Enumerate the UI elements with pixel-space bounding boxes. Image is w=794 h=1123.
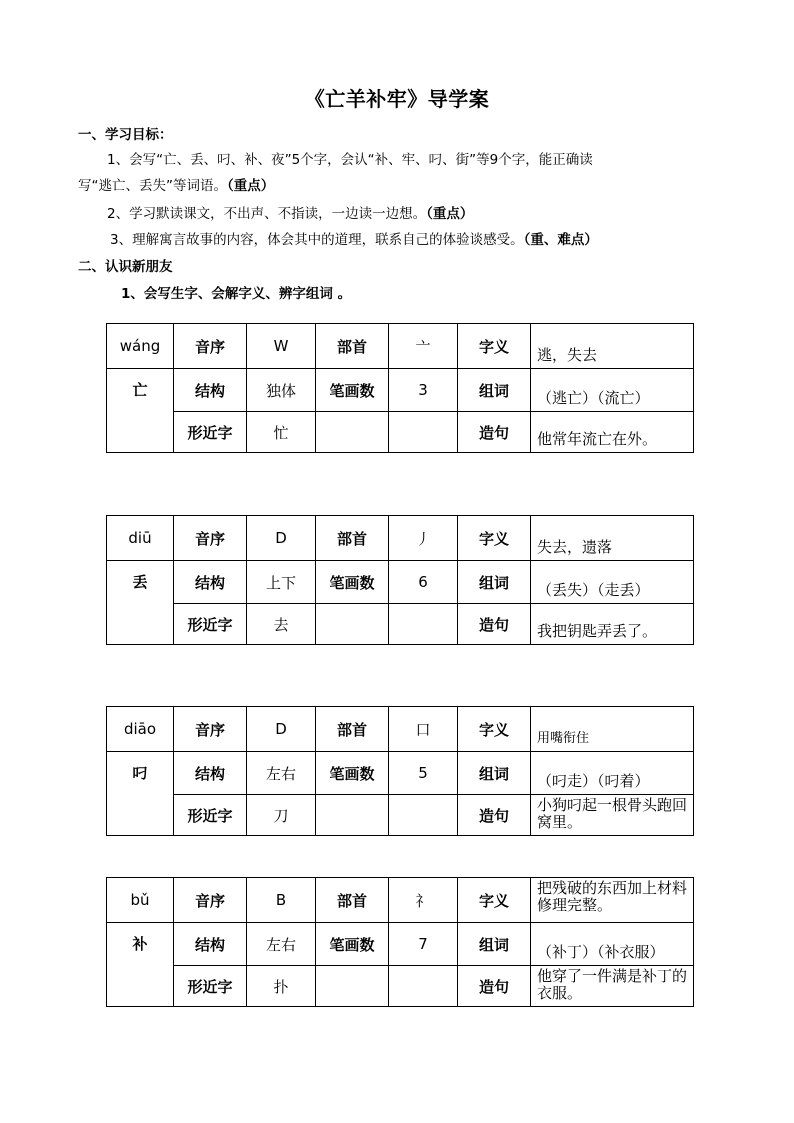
- goal-3-mark: （重、难点）: [523, 232, 598, 248]
- zaoju-value: 我把钥匙弄丢了。: [531, 604, 694, 645]
- label-bushou: 部首: [316, 878, 389, 923]
- bihuashu-value: 5: [389, 752, 458, 795]
- zuci-value: （丢失）（走丢）: [531, 561, 694, 604]
- label-yinxu: 音序: [174, 516, 247, 561]
- label-zuci: 组词: [458, 369, 531, 412]
- label-bushou: 部首: [316, 516, 389, 561]
- bushou-value: 礻: [389, 878, 458, 923]
- label-ziyi: 字义: [458, 878, 531, 923]
- zaoju-value: 他穿了一件满是补丁的衣服。: [531, 966, 694, 1007]
- char-card-bu: [106, 877, 693, 1007]
- yinxu-value: D: [247, 707, 316, 752]
- bushou-value: 口: [389, 707, 458, 752]
- bihuashu-value: 7: [389, 923, 458, 966]
- char-table: [106, 877, 694, 1007]
- label-ziyi: 字义: [458, 707, 531, 752]
- goal-2-mark: （重点）: [426, 206, 474, 222]
- zaoju-value: 他常年流亡在外。: [531, 412, 694, 453]
- character-cell: 叼: [107, 752, 174, 836]
- label-yinxu: 音序: [174, 878, 247, 923]
- label-bihuashu: 笔画数: [316, 923, 389, 966]
- character-cell: 丢: [107, 561, 174, 645]
- label-bushou: 部首: [316, 324, 389, 369]
- char-table: [106, 515, 694, 645]
- ziyi-value: 把残破的东西加上材料修理完整。: [531, 878, 694, 923]
- page-title: 《亡羊补牢》导学案: [304, 87, 490, 111]
- bushou-value: 丿: [389, 516, 458, 561]
- label-zuci: 组词: [458, 752, 531, 795]
- label-xingjinzi: 形近字: [174, 795, 247, 836]
- pinyin-cell: bǔ: [107, 878, 174, 923]
- yinxu-value: B: [247, 878, 316, 923]
- goal-3-text: 3、理解寓言故事的内容，体会其中的道理，联系自己的体验谈感受。: [110, 232, 524, 248]
- xingjinzi-value: 忙: [247, 412, 316, 453]
- empty-cell: [316, 412, 389, 453]
- goal-1-text: 1、会写“亡、丢、叼、补、夜”5个字，会认“补、牢、叼、街”等9个字，能正确读: [107, 152, 593, 168]
- label-xingjinzi: 形近字: [174, 412, 247, 453]
- label-jiegou: 结构: [174, 752, 247, 795]
- section1-heading: 一、学习目标：: [78, 127, 173, 143]
- label-zaoju: 造句: [458, 795, 531, 836]
- zuci-value: （逃亡）（流亡）: [531, 369, 694, 412]
- label-zaoju: 造句: [458, 966, 531, 1007]
- char-card-diao: [106, 706, 693, 836]
- label-xingjinzi: 形近字: [174, 966, 247, 1007]
- xingjinzi-value: 扑: [247, 966, 316, 1007]
- zuci-value: （叼走）（叼着）: [531, 752, 694, 795]
- label-jiegou: 结构: [174, 561, 247, 604]
- character-cell: 补: [107, 923, 174, 1007]
- ziyi-value: 失去，遗落: [531, 516, 694, 561]
- jiegou-value: 左右: [247, 923, 316, 966]
- goal-1-cont-text: 写“逃亡、丢失”等词语。: [78, 178, 227, 194]
- empty-cell: [389, 795, 458, 836]
- jiegou-value: 独体: [247, 369, 316, 412]
- jiegou-value: 左右: [247, 752, 316, 795]
- xingjinzi-value: 刀: [247, 795, 316, 836]
- pinyin-cell: diū: [107, 516, 174, 561]
- label-bihuashu: 笔画数: [316, 369, 389, 412]
- goal-2: [107, 205, 473, 223]
- label-zuci: 组词: [458, 923, 531, 966]
- char-card-wang: [106, 323, 693, 453]
- empty-cell: [316, 795, 389, 836]
- empty-cell: [389, 966, 458, 1007]
- char-table: [106, 706, 694, 836]
- yinxu-value: D: [247, 516, 316, 561]
- empty-cell: [316, 966, 389, 1007]
- label-xingjinzi: 形近字: [174, 604, 247, 645]
- goal-3: [110, 231, 598, 249]
- character-cell: 亡: [107, 369, 174, 453]
- jiegou-value: 上下: [247, 561, 316, 604]
- label-yinxu: 音序: [174, 707, 247, 752]
- label-jiegou: 结构: [174, 369, 247, 412]
- label-yinxu: 音序: [174, 324, 247, 369]
- label-bihuashu: 笔画数: [316, 561, 389, 604]
- goal-1: [107, 151, 593, 169]
- empty-cell: [389, 412, 458, 453]
- empty-cell: [316, 604, 389, 645]
- label-jiegou: 结构: [174, 923, 247, 966]
- label-zaoju: 造句: [458, 604, 531, 645]
- label-ziyi: 字义: [458, 324, 531, 369]
- bihuashu-value: 6: [389, 561, 458, 604]
- yinxu-value: W: [247, 324, 316, 369]
- pinyin-cell: wáng: [107, 324, 174, 369]
- label-bushou: 部首: [316, 707, 389, 752]
- goal-1-mark: （重点）: [227, 178, 275, 194]
- ziyi-value: 用嘴衔住: [531, 707, 694, 752]
- goal-2-text: 2、学习默读课文，不出声、不指读，一边读一边想。: [107, 206, 427, 222]
- sub-heading: 1、会写生字、会解字义、辨字组词 。: [121, 286, 352, 302]
- zuci-value: （补丁）（补衣服）: [531, 923, 694, 966]
- empty-cell: [389, 604, 458, 645]
- label-zuci: 组词: [458, 561, 531, 604]
- char-table: [106, 323, 694, 453]
- char-card-diu: [106, 515, 693, 645]
- section2-heading: 二、认识新朋友: [78, 259, 173, 275]
- goal-1-cont: [78, 177, 274, 195]
- label-bihuashu: 笔画数: [316, 752, 389, 795]
- zaoju-value: 小狗叼起一根骨头跑回窝里。: [531, 795, 694, 836]
- bushou-value: 亠: [389, 324, 458, 369]
- bihuashu-value: 3: [389, 369, 458, 412]
- xingjinzi-value: 去: [247, 604, 316, 645]
- label-zaoju: 造句: [458, 412, 531, 453]
- ziyi-value: 逃，失去: [531, 324, 694, 369]
- label-ziyi: 字义: [458, 516, 531, 561]
- pinyin-cell: diāo: [107, 707, 174, 752]
